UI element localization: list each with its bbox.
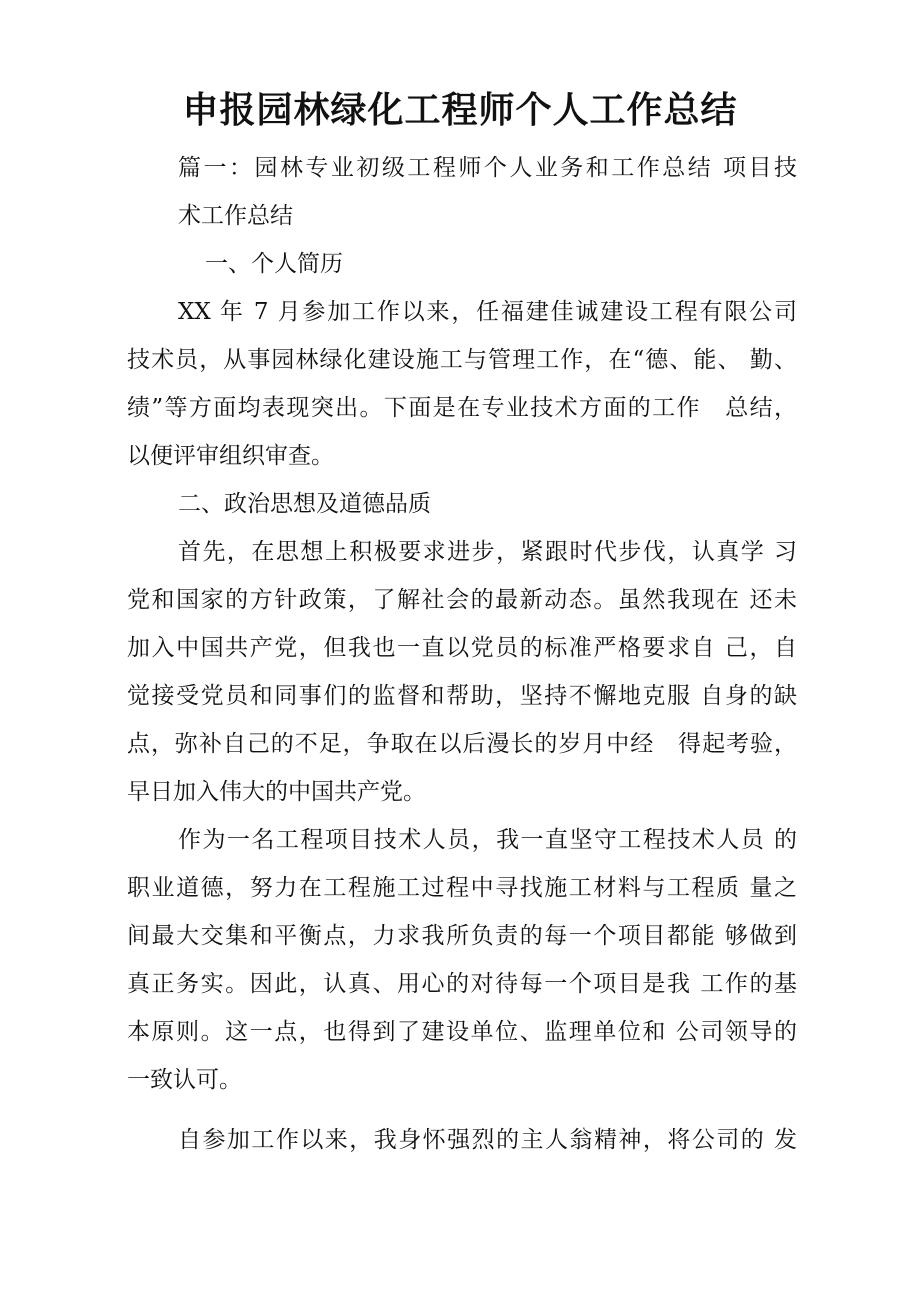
text-line: 自参加工作以来，我身怀强烈的主人翁精神，将公司的 发 <box>178 1127 797 1153</box>
text-line: 绩”等方面均表现突出。下面是在专业技术方面的工作 总结， <box>127 395 797 421</box>
section-heading: 二、政治思想及道德品质 <box>178 491 431 517</box>
text-line: 觉接受党员和同事们的监督和帮助，坚持不懈地克服 自身的缺 <box>127 683 797 709</box>
text-line: 间最大交集和平衡点，力求我所负责的每一个项目都能 够做到 <box>127 923 797 949</box>
text-line: 加入中国共产党，但我也一直以党员的标准严格要求自 己，自 <box>127 635 797 661</box>
text-line: 术工作总结 <box>178 203 293 229</box>
text-line: 一致认可。 <box>127 1067 242 1093</box>
text-line: 篇一：园林专业初级工程师个人业务和工作总结 项目技 <box>178 155 797 181</box>
text-line: 以便评审组织审查。 <box>127 443 334 469</box>
text-line: 党和国家的方针政策，了解社会的最新动态。虽然我现在 还未 <box>127 587 797 613</box>
text-line: 作为一名工程项目技术人员，我一直坚守工程技术人员 的 <box>178 827 797 853</box>
text-line: 本原则。这一点，也得到了建设单位、监理单位和 公司领导的 <box>127 1019 797 1045</box>
text-line: 点，弥补自己的不足，争取在以后漫长的岁月中经 得起考验， <box>127 731 797 757</box>
text-line: 早日加入伟大的中国共产党。 <box>127 779 426 805</box>
text-line: XX 年 7 月参加工作以来，任福建佳诚建设工程有限公司 <box>178 299 797 325</box>
text-line: 真正务实。因此，认真、用心的对待每一个项目是我 工作的基 <box>127 971 797 997</box>
text-line: 职业道德，努力在工程施工过程中寻找施工材料与工程质 量之 <box>127 875 797 901</box>
text-line: 首先，在思想上积极要求进步，紧跟时代步伐，认真学 习 <box>178 539 797 565</box>
document-title: 申报园林绿化工程师个人工作总结 <box>182 90 738 131</box>
text-line: 技术员，从事园林绿化建设施工与管理工作，在“德、能、 勤、 <box>127 347 797 373</box>
section-heading: 一、个人简历 <box>205 251 343 277</box>
